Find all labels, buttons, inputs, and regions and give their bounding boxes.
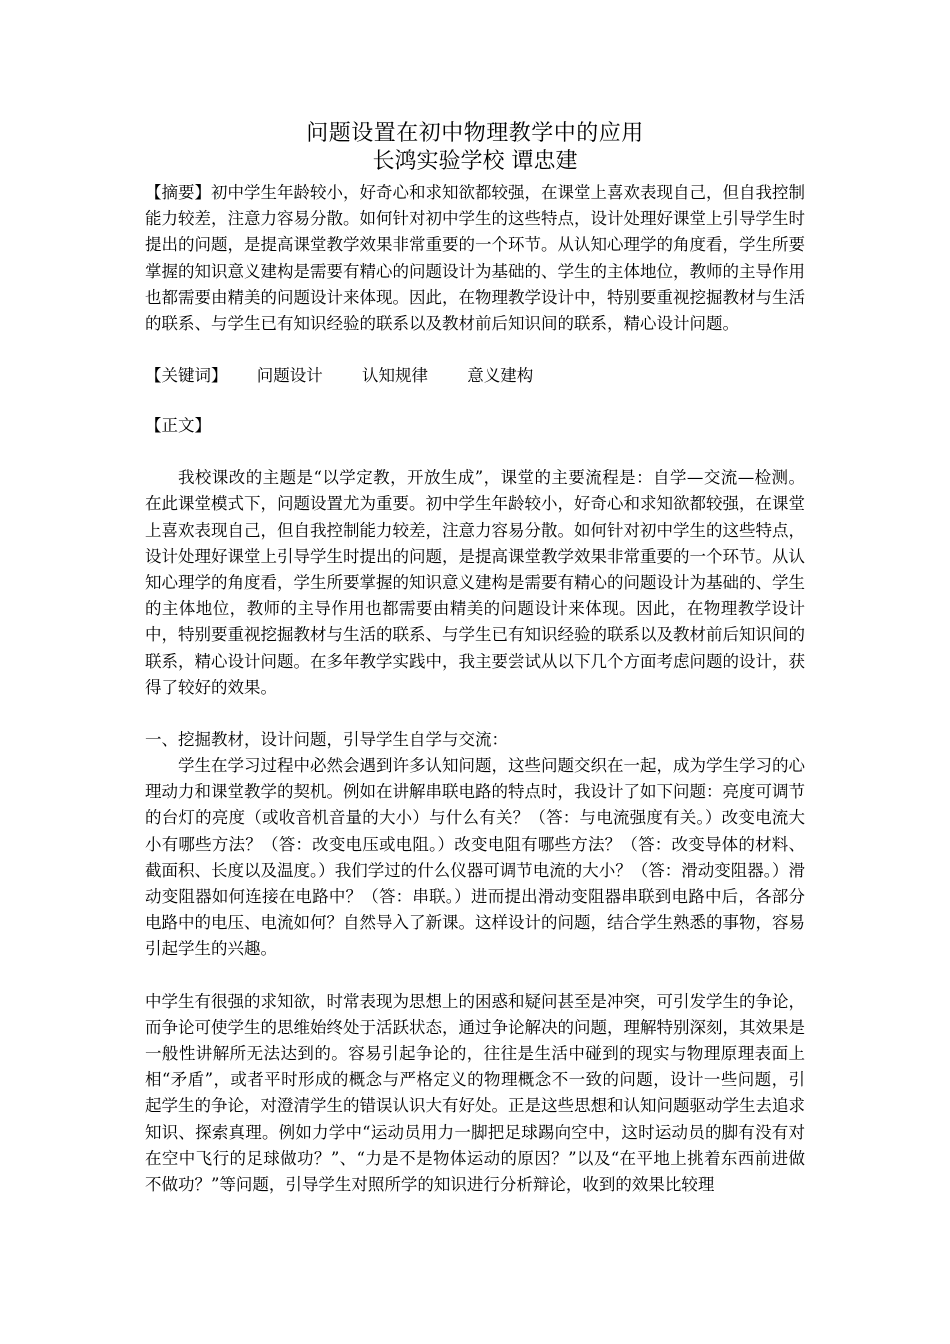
body-label: 【正文】 (145, 416, 211, 436)
document-page (145, 120, 805, 1198)
keyword-item: 认知规律 (362, 366, 428, 386)
spacer (145, 701, 805, 727)
spacer (145, 337, 805, 363)
abstract-paragraph: 【摘要】初中学生年龄较小，好奇心和求知欲都较强，在课堂上喜欢表现自己，但自我控制能力较差，注意力容易分散。如何针对初中学生的这些特点，设计处理好课堂上引导学生时提出的问题，是提高课堂教学效果非常重要的一个环节。从认知心理学的角度看，学生所要掌握的知识意义建构是需要有精心的问题设计为基础的、学生的主体地位，教师的主导作用也都需要由精美的问题设计来体现。因此，在物理教学设计中，特别要重视挖掘教材与生活的联系、与学生已有知识经验的联系以及教材前后知识间的联系，精心设计问题。 (145, 183, 805, 334)
keyword-item: 问题设计 (256, 366, 323, 386)
intro-paragraph: 我校课改的主题是“以学定教，开放生成”，课堂的主要流程是：自学—交流—检测。在此课堂模式下，问题设置尤为重要。初中学生年龄较小，好奇心和求知欲都较强，在课堂上喜欢表现自己，但自我控制能力较差，注意力容易分散。如何针对初中学生的这些特点，设计处理好课堂上引导学生时提出的问题，是提高课堂教学效果非常重要的一个环节。从认知心理学的角度看，学生所要掌握的知识意义建构是需要有精心的问题设计为基础的、学生的主体地位，教师的主导作用也都需要由精美的问题设计来体现。因此，在物理教学设计中，特别要重视挖掘教材与生活的联系、与学生已有知识经验的联系以及教材前后知识间的联系，精心设计问题。在多年教学实践中，我主要尝试从以下几个方面考虑问题的设计，获得了较好的效果。 (145, 468, 805, 697)
section-paragraph: 学生在学习过程中必然会遇到许多认知问题，这些问题交织在一起，成为学生学习的心理动力和课堂教学的契机。例如在讲解串联电路的特点时，我设计了如下问题：亮度可调节的台灯的亮度（或收音机音量的大小）与什么有关？（答：与电流强度有关。）改变电流大小有哪些方法？（答：改变电压或电阻。）改变电阻有哪些方法？（答：改变导体的材料、截面积、长度以及温度。）我们学过的什么仪器可调节电流的大小？（答：滑动变阻器。）滑动变阻器如何连接在电路中？（答：串联。）进而提出滑动变阻器串联到电路中后，各部分电路中的电压、电流如何？自然导入了新课。这样设计的问题，结合学生熟悉的事物，容易引起学生的兴趣。 (145, 756, 805, 959)
section-paragraph: 中学生有很强的求知欲，时常表现为思想上的困惑和疑问甚至是冲突，可引发学生的争论，而争论可使学生的思维始终处于活跃状态，通过争论解决的问题，理解特别深刻，其效果是一般性讲解所无法达到的。容易引起争论的，往往是生活中碰到的现实与物理原理表面上相“矛盾”，或者平时形成的概念与严格定义的物理概念不一致的问题，设计一些问题，引起学生的争论，对澄清学生的错误认识大有好处。正是这些思想和认知问题驱动学生去追求知识、探索真理。例如力学中“运动员用力一脚把足球踢向空中，这时运动员的脚有没有对在空中飞行的足球做功？”、“力是不是物体运动的原因？”以及“在平地上挑着东西前进做不做功？”等问题，引导学生对照所学的知识进行分析辩论，收到的效果比较理 (145, 991, 805, 1195)
keywords-label: 【关键词】 (145, 366, 228, 386)
keywords-row (145, 363, 805, 389)
spacer (145, 439, 805, 465)
author-line: 长鸿实验学校 谭忠建 (372, 149, 578, 174)
document-title: 问题设置在初中物理教学中的应用 (306, 121, 644, 146)
spacer (145, 963, 805, 989)
keyword-item: 意义建构 (467, 366, 534, 386)
spacer (145, 389, 805, 413)
section-heading: 一、挖掘教材，设计问题，引导学生自学与交流： (145, 730, 508, 750)
